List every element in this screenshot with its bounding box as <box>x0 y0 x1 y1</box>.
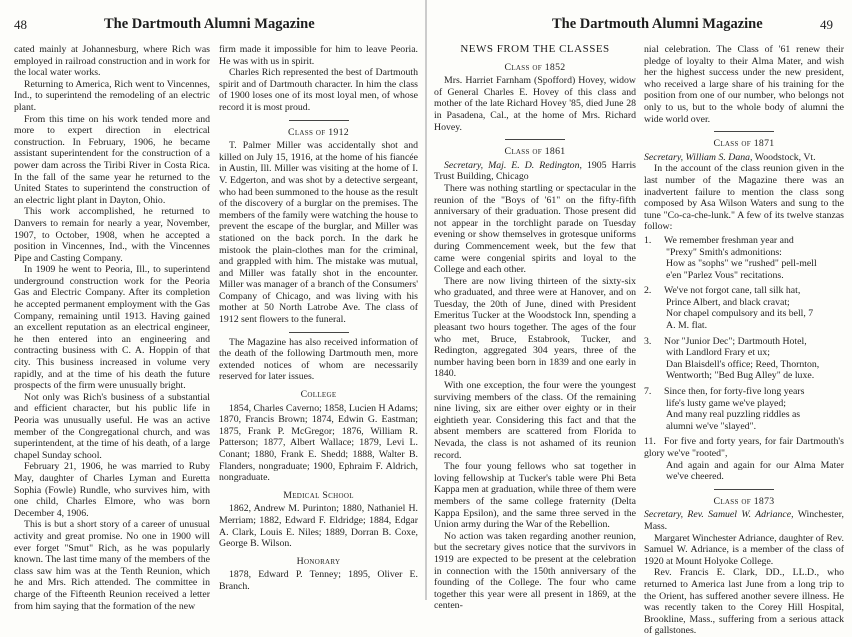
honorary-list: 1878, Edward P. Tenney; 1895, Oliver E. Branch. <box>219 569 418 592</box>
paragraph: Charles Rich represented the best of Dartmouth spirit and of Dartmouth character. In him the class of 1900 loses one of its most loyal men, of whose record it is most proud. <box>219 67 418 113</box>
magazine-note: The Magazine has also received information of the death of the following Dartmouth men, more extended notices of whom are necessarily reserved for later issues. <box>219 336 418 383</box>
right-column-1 <box>434 43 636 612</box>
class-1912-heading: Class of 1912 <box>288 126 349 138</box>
college-list: 1854, Charles Caverno; 1858, Lucien H Adams; 1870, Francis Brown; 1874, Edwin G. Eastman; 1875, Frank P. McGregor; 1876, William R. Patterson; 1877, Albert Wallace; 1879, Levi L. Conant; 1880, Frank E. Shedd; 1888, Walter B. Flanders, nongraduate; 1900, Ephraim F. Aldrich, nongraduate. <box>219 402 418 484</box>
paragraph: This work accomplished, he returned to Danvers to remain for nearly a year, November, 1907, to October, 1908, when he accepted a position in Vincennes, Ind., with the Vincennes Pipe and Casting Company. <box>14 206 210 264</box>
paragraph: firm made it impossible for him to leave Peoria. He was with us in spirit. <box>219 44 418 67</box>
paragraph: Rev. Francis E. Clark, DD., LL.D., who returned to America last June from a long trip to the Orient, has suffered another severe illness. He was recently taken to the Corey Hill Hospital, Brookline, Mass., suffering from a serious attack of gallstones. <box>644 567 844 637</box>
class-1861-secretary-address: 1905 Harris Trust Building, Chicago <box>434 159 636 183</box>
class-1861-heading: Class of 1861 <box>504 146 566 158</box>
class-1852-heading: Class of 1852 <box>504 61 566 73</box>
class-song-stanza: 1. We remember freshman year and "Prexy" Smith's admonitions: How as "sophs" we "rushed" pell-mell e'en "Parlez Vous" recitations. <box>644 234 817 281</box>
class-1871-secretary-address: Woodstock, Vt. <box>754 151 816 163</box>
divider <box>289 332 349 333</box>
divider <box>714 131 774 132</box>
paragraph: There are now living thirteen of the sixty-six who graduated, and three were at Hanover, and on Tuesday, the 20th of June, dined with President Emeritus Tucker at the Woodstock Inn, spending a pleasant two hours together. The ages of the four who met, Bruce, Estabrook, Tucker, and Redington, aggregated 304 years, three of the number having been born in 1839 and one early in 1840. <box>434 275 636 380</box>
paragraph: With one exception, the four were the youngest surviving members of the class. Of the remaining nine living, six are either over eighty or in their eightieth year. Considering this fact and that the absent members are scattered from Florida to Nevada, the class is not ashamed of its reunion record. <box>434 380 636 461</box>
class-1871-secretary: Secretary, William S. Dana, <box>644 151 753 163</box>
paragraph: The four young fellows who sat together in loving fellowship at Tucker's table were Phi Beta Kappa men at graduation, while three of them were members of the same college fraternity (Delta Kappa Epsilon), and the same three served in the Union army during the War of the Rebellion. <box>434 461 636 531</box>
paragraph: This is but a short story of a career of unusual activity and great promise. No one in 1900 will ever forget "Smut" Rich, as he was popularly known. The last time many of the members of the class saw him was at the Tenth Reunion, which he and Mrs. Rich attended. The committee in charge of the Fifteenth Reunion received a letter from him saying that the formation of the new <box>14 519 210 612</box>
paragraph: February 21, 1906, he was married to Ruby May, daughter of Charles Lyman and Euretta Sophia (Fowle) Rundle, who survives him, with one child, Charles Elmore, who was born December 4, 1906. <box>14 461 210 519</box>
class-song-stanza: 7. Since then, for forty-five long years life's lusty game we've played; And many real puzzling riddles as alumni we've "slayed". <box>644 386 805 432</box>
medical-school-heading: Medical School <box>283 489 354 501</box>
class-1912-text: T. Palmer Miller was accidentally shot and killed on July 15, 1916, at the home of his fiancée in Austin, Ill. Miller was visiting at the home of I. V. Edgerton, and was shot by a detective sergeant, who had been summoned to the house as the result of the discovery of a burglar on the premises. The members of the family were watching the house to prevent the escape of the burglar, and Miller was stationed on the back porch. In the dark he mistook the plain-clothes man for the criminal, and grappled with him. The mistake was mutual, and Miller was fatally shot in the encounter. Miller was manager of a branch of the Consumers' Company of Chicago, and was living with his mother at 50 North Latrobe Ave. The class of 1912 sent flowers to the funeral. <box>219 140 418 326</box>
left-column-1 <box>14 44 210 612</box>
class-song-stanza: 11. For five and forty years, for fair Dartmouth's glory we've "rooted", And again and again for our Alma Mater we've cheered. <box>644 436 844 483</box>
class-song-stanza: 3. Nor "Junior Dec"; Dartmouth Hotel, with Landlord Frary et ux; Dan Blaisdell's office; Reed, Thornton, Wentworth; "Bed Bug Alley" de luxe. <box>644 335 820 382</box>
divider <box>289 120 349 121</box>
class-1873-heading: Class of 1873 <box>713 495 775 507</box>
paragraph: From this time on his work tended more and more to expert direction in electrical construction. In February, 1906, he became assistant superintendent for the construction of a power dam across the Tiribi River in Costa Rica. In the fall of the same year he returned to the United States to superintend the construction of an electric light plant in Dayton, Ohio. <box>14 113 210 206</box>
running-head-right: The Dartmouth Alumni Magazine <box>552 16 763 32</box>
news-heading: NEWS FROM THE CLASSES <box>460 43 610 55</box>
paragraph: No action was taken regarding another reunion, but the secretary gives notice that the survivors in 1919 are expected to be present at the celebration in connection with the 150th anniversary of the founding of the College. The four who came together this year were all present in 1869, at the centen- <box>434 530 636 612</box>
class-1861-secretary: Secretary, Maj. E. D. Redington, <box>444 159 582 171</box>
divider <box>714 489 774 490</box>
honorary-heading: Honorary <box>296 555 341 567</box>
paragraph: Returning to America, Rich went to Vincennes, Ind., to superintend the remodeling of an electric plant. <box>14 78 210 113</box>
page-number-right: 49 <box>820 17 833 32</box>
college-heading: College <box>300 389 337 401</box>
paragraph: There was nothing startling or spectacular in the reunion of the "Boys of '61" on the fifty-fifth anniversary of their graduation. Those present did not appear in the torchlight parade on Tuesday evening or show themselves in grotesque uniforms during Commencement week, but the few that came were congenial spirits and loyal to the College and each other. <box>434 182 636 276</box>
class-song-stanza: 2. We've not forgot cane, tall silk hat, Prince Albert, and black cravat; Nor chapel compulsory and its bell, 7 A. M. flat. <box>644 285 814 332</box>
paragraph: In 1909 he went to Peoria, Ill., to superintend underground construction work for the Peoria Gas and Electric Company. After its completion he accepted permanent employment with the Gas Company, remaining until 1913. Having gained an excellent reputation as an electrical engineer, he then entered into an engineering and contracting business with C. A. Hoppin of that city. This business increased in volume very rapidly, and at the time of his death the future prospects of the firm were unusually bright. <box>14 264 210 392</box>
right-column-2 <box>644 44 844 637</box>
right-page <box>426 0 852 637</box>
paragraph: nial celebration. The Class of '61 renew their pledge of loyalty to their Alma Mater, and wish her the highest success under the new president, who received a large share of his training for the position from one of our number, who belongs not only to us, but to the whole body of alumni the wide world over. <box>644 44 844 125</box>
class-1873-secretary-address: Winchester, Mass. <box>644 509 844 532</box>
running-head-left: The Dartmouth Alumni Magazine <box>104 16 315 32</box>
medical-school-list: 1862, Andrew M. Purinton; 1880, Nathaniel H. Merriam; 1882, Edward F. Eldridge; 1884, Edgar A. Clark, Louis E. Niles; 1889, Dorran B. Coxe, George B. Wilson. <box>219 503 418 550</box>
class-1871-text: In the account of the class reunion given in the last number of the Magazine there was an inadvertent failure to mention the class song composed by Asa Wilson Waters and sung to the tune "Co-ca-che-lunk." A few of its twelve stanzas follow: <box>644 163 844 233</box>
left-page <box>0 0 426 612</box>
paragraph: Margaret Winchester Adriance, daughter of Rev. Samuel W. Adriance, is a member of the class of 1920 at Mount Holyoke College. <box>644 532 844 567</box>
class-1871-heading: Class of 1871 <box>713 138 775 150</box>
class-1852-text: Mrs. Harriet Farnham (Spofford) Hovey, widow of General Charles E. Hovey of this class and mother of the late Richard Hovey '85, died June 28 in Pasadena, Cal., at the home of Mrs. Richard Hovey. <box>434 75 636 133</box>
paragraph: Not only was Rich's business of a substantial and efficient character, but his public life in Peoria was unusually useful. He was an active member of the Congregational church, and was superintendent, at the time of his death, of a large chapel Sunday school. <box>14 391 210 461</box>
class-1873-secretary: Secretary, Rev. Samuel W. Adriance, <box>644 509 794 521</box>
left-column-2 <box>219 44 418 596</box>
paragraph: cated mainly at Johannesburg, where Rich was employed in railroad construction and in work for the local water works. <box>14 44 210 79</box>
page-number-left: 48 <box>14 17 27 32</box>
divider <box>505 139 565 140</box>
